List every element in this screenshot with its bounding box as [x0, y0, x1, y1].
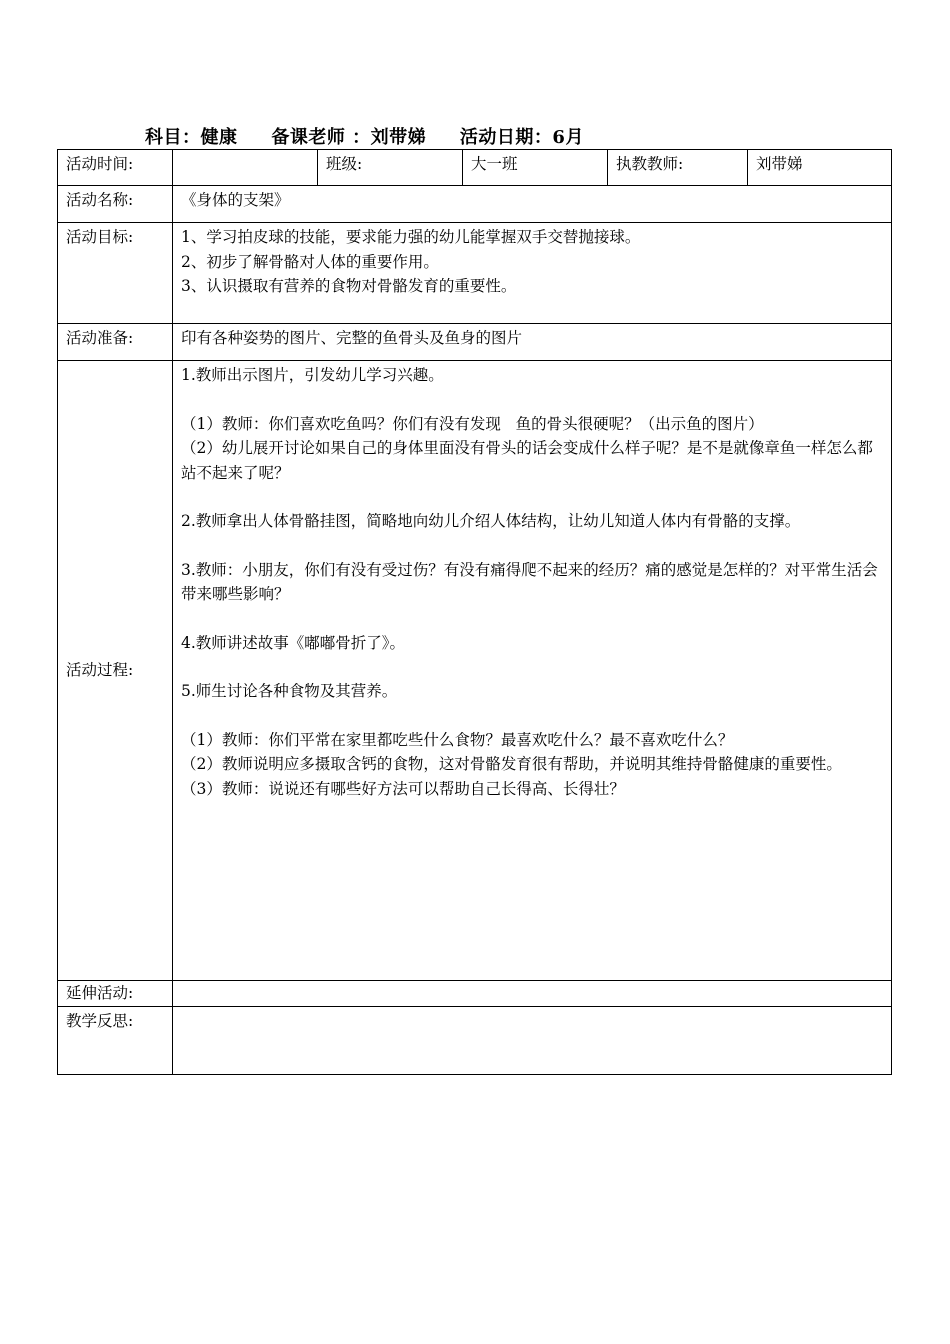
extension-label: 延伸活动: — [58, 981, 173, 1007]
goals-label: 活动目标: — [58, 223, 173, 324]
process-step-5c: （3）教师：说说还有哪些好方法可以帮助自己长得高、长得壮？ — [181, 779, 625, 798]
process-step-5b: （2）教师说明应多摄取含钙的食物，这对骨骼发育很有帮助，并说明其维持骨骼健康的重要性。 — [181, 755, 842, 773]
process-step-5: 5.师生讨论各种食物及其营养。 — [181, 682, 398, 700]
goal-item: 3、认识摄取有营养的食物对骨骼发育的重要性。 — [181, 277, 517, 295]
goal-item: 1、学习拍皮球的技能，要求能力强的幼儿能掌握双手交替抛接球。 — [181, 228, 641, 246]
name-value: 《身体的支架》 — [173, 186, 892, 223]
process-step-1a: （1）教师：你们喜欢吃鱼吗？你们有没有发现 鱼的骨头很硬呢？（出示鱼的图片） — [181, 414, 764, 433]
reflection-value — [173, 1007, 892, 1075]
goals-value — [173, 223, 892, 324]
process-step-1b: （2）幼儿展开讨论如果自己的身体里面没有骨头的话会变成什么样子呢？是不是就像章鱼一样怎么都站不起来了呢？ — [181, 439, 873, 482]
time-label: 活动时间: — [58, 150, 173, 186]
info-row — [58, 150, 892, 186]
class-label: 班级: — [318, 150, 463, 186]
reflection-label: 教学反思: — [58, 1007, 173, 1075]
process-step-2: 2.教师拿出人体骨骼挂图，简略地向幼儿介绍人体结构，让幼儿知道人体内有骨骼的支撑。 — [181, 512, 801, 530]
page-heading: 科目：健康 备课老师 ：刘带娣 活动日期：6月 — [145, 127, 584, 148]
lesson-plan-table — [57, 149, 892, 1075]
goal-item: 2、初步了解骨骼对人体的重要作用。 — [181, 252, 439, 271]
process-step-3: 3.教师：小朋友，你们有没有受过伤？有没有痛得爬不起来的经历？痛的感觉是怎样的？对平常生活会带来哪些影响？ — [181, 560, 878, 603]
prep-row — [58, 324, 892, 361]
extension-value — [173, 981, 892, 1007]
prep-value: 印有各种姿势的图片、完整的鱼骨头及鱼身的图片 — [173, 324, 892, 361]
process-row — [58, 361, 892, 981]
name-row — [58, 186, 892, 223]
process-step-5a: （1）教师：你们平常在家里都吃些什么食物？最喜欢吃什么？最不喜欢吃什么？ — [181, 730, 734, 749]
process-label: 活动过程: — [58, 361, 173, 981]
time-value — [173, 150, 318, 186]
reflection-row — [58, 1007, 892, 1075]
process-step-1: 1.教师出示图片，引发幼儿学习兴趣。 — [181, 366, 444, 384]
name-label: 活动名称: — [58, 186, 173, 223]
process-content — [173, 361, 892, 981]
class-value: 大一班 — [463, 150, 608, 186]
teacher-label: 执教教师: — [608, 150, 748, 186]
extension-row — [58, 981, 892, 1007]
teacher-value: 刘带娣 — [748, 150, 892, 186]
prep-label: 活动准备: — [58, 324, 173, 361]
goals-row — [58, 223, 892, 324]
process-step-4: 4.教师讲述故事《嘟嘟骨折了》。 — [181, 633, 406, 652]
